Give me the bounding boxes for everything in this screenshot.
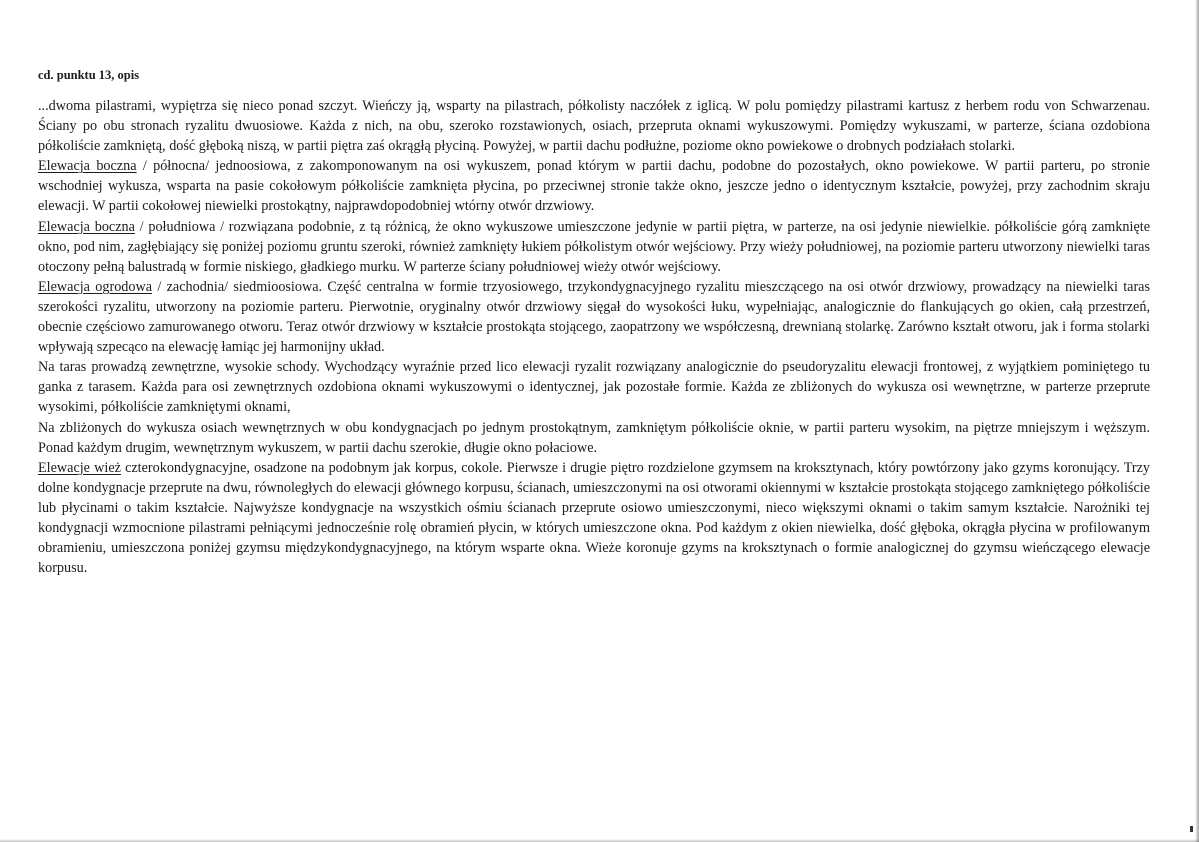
paragraph-text: / południowa / rozwiązana podobnie, z tą różnicą, że okno wykuszowe umieszczone jedynie w partii piętra, w parterze, na osi jedynie niewielkie. półkoliście górą zamknięte okno, pod nim, zagłębiający się poniżej poziomu gruntu szeroki, również zamknięty łukiem półkolistym otwór wejściowy. Przy wieży południowej, na poziomie parteru utworzony niewielki taras otoczony pełną balustradą w formie niskiego, gładkiego murku. W parterze ściany południowej wieży otwór wejściowy.: [38, 218, 1150, 275]
paragraph-terrace: [38, 357, 1150, 417]
paragraph-text: ...dwoma pilastrami, wypiętrza się nieco ponad szczyt. Wieńczy ją, wsparty na pilastrach, półkolisty naczółek z iglicą. W polu pomiędzy pilastrami kartusz z herbem rodu von Schwarzenau. Ściany po obu stronach ryzalitu dwuosiowe. Każda z nich, na obu, szeroko rozstawionych, osiach, przepruta oknami wykuszowymi. Pomiędzy wykuszami, w parterze, ściana ozdobiona półkoliście zamkniętą, dość głęboką niszą, w partii piętra zaś okrągłą płyciną. Powyżej, w partii dachu podłużne, poziome okno powiekowe o drobnych podziałach stolarki.: [38, 98, 1150, 155]
section-label: Elewacja ogrodowa: [38, 278, 153, 295]
description-body: [38, 96, 1150, 578]
section-label: Elewacja boczna: [38, 158, 137, 175]
section-label: Elewacja boczna: [38, 218, 135, 235]
paragraph-text: / północna/ jednoosiowa, z zakomponowanym na osi wykuszem, ponad którym w partii dachu, podobne do pozostałych, okno powiekowe. W partii parteru, po stronie wschodniej wykusza, wsparta na pasie cokołowym półkoliście zamknięta płycina, po przeciwnej stronie także okno, jeszcze jedno o identycznym kształcie, powyżej, przy zachodnim skraju elewacji. W partii cokołowej niewielki prostokątny, najprawdopodobniej wtórny otwór drzwiowy.: [38, 158, 1150, 215]
page-heading: cd. punktu 13, opis: [38, 68, 140, 82]
scan-edge-shadow-right: [1195, 0, 1199, 842]
scan-speck: [1190, 826, 1193, 832]
section-label: Elewacje wież: [38, 459, 121, 476]
paragraph-side-south: [38, 217, 1150, 277]
paragraph-text: czterokondygnacyjne, osadzone na podobnym jak korpus, cokole. Pierwsze i drugie piętro rozdzielone gzymsem na kroksztynach, który powtórzony jako gzyms koronujący. Trzy dolne kondygnacje przeprute na dwu, równoległych do elewacji głównego korpusu, ścianach, umieszczonymi na osi otworami okiennymi w kształcie prostokąta stojącego zamkniętego półkoliście lub płycinami o takim kształcie. Najwyższe kondygnacje na wszystkich ośmiu ścianach przeprute osiowo umieszczonymi, nieco większymi oknami o takim samym kształcie. Narożniki tej kondygnacji wzmocnione pilastrami pełniącymi jednocześnie rolę obramień płycin, w których umieszczone okna. Pod każdym z okien niewielka, dość głęboka, okrągła płycina w profilowanym obramieniu, umieszczona poniżej gzymsu międzykondygnacyjnego, na którym wsparte okna. Wieże koronuje gzyms na kroksztynach o formie analogicznej do gzymsu wieńczącego elewacje korpusu.: [38, 459, 1151, 577]
paragraph-text: / zachodnia/ siedmioosiowa. Część centralna w formie trzyosiowego, trzykondygnacyjnego ryzalitu mieszczącego na osi otwór drzwiowy, prowadzący na niewielki taras szerokości ryzalitu, utworzony na poziomie parteru. Pierwotnie, oryginalny otwór drzwiowy sięgał do wysokości łuku, wypełniając, analogicznie do flankujących go okien, całą przestrzeń, obecnie częściowo zamurowanego otworu. Teraz otwór drzwiowy w kształcie prostokąta stojącego, zaopatrzony we współczesną, drewnianą stolarkę. Zarówno kształt otworu, jak i forma stolarki wpływają szpecąco na elewację łamiąc jej harmonijny układ.: [38, 278, 1150, 356]
paragraph-towers: [38, 458, 1150, 579]
paragraph-intro: [38, 96, 1150, 156]
paragraph-garden: [38, 277, 1150, 357]
paragraph-text: Na zbliżonych do wykusza osiach wewnętrznych w obu kondygnacjach po jednym prostokątnym, zamkniętym półkoliście oknie, w partii parteru wysokim, na piętrze mniejszym i węższym. Ponad każdym drugim, wewnętrznym wykuszem, w partii dachu szerokie, długie okno połaciowe.: [38, 419, 1150, 456]
paragraph-text: Na taras prowadzą zewnętrzne, wysokie schody. Wychodzący wyraźnie przed lico elewacji ryzalit rozwiązany analogicznie do pseudoryzalitu elewacji frontowej, z wyjątkiem pominiętego tu ganka z tarasem. Każda para osi zewnętrznych ozdobiona oknami wykuszowymi o identycznej, jak pozostałe formie. Każda ze zbliżonych do wykusza osi wewnętrzne, w parterze przeprute wysokimi, półkoliście zamkniętymi oknami,: [38, 359, 1150, 416]
paragraph-side-north: [38, 156, 1150, 216]
paragraph-bay-axes: [38, 418, 1150, 458]
